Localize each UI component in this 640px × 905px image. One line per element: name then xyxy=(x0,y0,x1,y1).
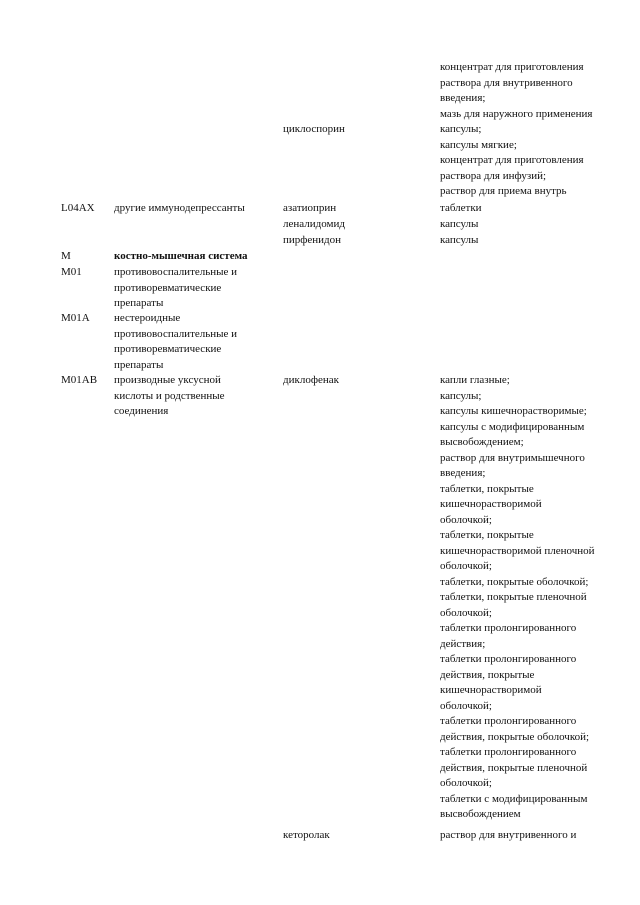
dosage-form: раствор для приема внутрь xyxy=(440,185,567,197)
atc-group xyxy=(114,201,274,217)
atc-group xyxy=(114,311,274,373)
dosage-form: раствор для внутримышечного xyxy=(440,451,585,464)
dosage-form: раствора для внутривенного xyxy=(440,76,573,89)
dosage-form: таблетки пролонгированного xyxy=(440,653,577,665)
atc-group-line: другие иммунодепрессанты xyxy=(114,202,245,214)
atc-group-line: противоревматические xyxy=(114,343,222,355)
dosage-form: кишечнорастворимой xyxy=(440,684,542,696)
dosage-form: таблетки пролонгированного xyxy=(440,715,577,727)
atc-group xyxy=(114,265,274,312)
dosage-form: таблетки, покрытые пленочной xyxy=(440,591,587,603)
atc-group-line: противовоспалительные и xyxy=(114,327,238,340)
dosage-form: оболочкой; xyxy=(440,560,492,572)
atc-group-line: производные уксусной xyxy=(114,374,221,386)
drug-name: пирфенидон xyxy=(283,234,342,246)
atc-group-line: противовоспалительные и xyxy=(114,266,238,278)
dosage-form: высвобождением; xyxy=(440,436,524,448)
dosage-form: капсулы кишечнорастворимые; xyxy=(440,405,587,417)
dosage-form: таблетки, покрытые оболочкой; xyxy=(440,575,589,588)
dosage-form: введения; xyxy=(440,467,486,479)
atc-group-line: соединения xyxy=(114,405,169,417)
atc-group-line: препараты xyxy=(114,297,164,309)
dosage-forms xyxy=(440,122,620,200)
dosage-form: таблетки, покрытые xyxy=(440,529,534,541)
dosage-forms xyxy=(440,201,620,217)
dosage-form: таблетки xyxy=(440,202,482,214)
dosage-form: оболочкой; xyxy=(440,513,492,526)
dosage-form: капсулы xyxy=(440,218,479,230)
dosage-forms xyxy=(440,217,620,233)
drug-name: диклофенак xyxy=(283,374,339,386)
dosage-form: действия, покрытые xyxy=(440,668,535,681)
atc-code: M01AB xyxy=(61,374,98,386)
dosage-form: действия, покрытые оболочкой; xyxy=(440,730,590,743)
dosage-form: высвобождением xyxy=(440,808,521,820)
dosage-form: оболочкой; xyxy=(440,606,492,619)
dosage-forms xyxy=(440,60,620,122)
drug-name: циклоспорин xyxy=(283,123,345,135)
drug-name: азатиоприн xyxy=(283,202,337,214)
dosage-forms xyxy=(440,233,620,249)
dosage-form: таблетки, покрытые xyxy=(440,482,534,495)
dosage-form: капсулы; xyxy=(440,123,482,135)
dosage-form: капсулы xyxy=(440,234,479,246)
dosage-form: таблетки пролонгированного xyxy=(440,622,577,634)
atc-code: M01A xyxy=(61,312,90,324)
dosage-form: действия; xyxy=(440,637,486,650)
dosage-form: капсулы с модифицированным xyxy=(440,420,585,433)
dosage-form: раствора для инфузий; xyxy=(440,169,547,182)
dosage-form: концентрат для приготовления xyxy=(440,61,584,73)
dosage-form: мазь для наружного применения xyxy=(440,107,593,120)
drug-name: леналидомид xyxy=(283,218,345,230)
dosage-form: действия, покрытые пленочной xyxy=(440,761,588,774)
atc-group xyxy=(114,373,274,420)
dosage-form: кишечнорастворимой xyxy=(440,498,542,510)
dosage-form: концентрат для приготовления xyxy=(440,154,584,166)
dosage-form: таблетки пролонгированного xyxy=(440,746,577,758)
dosage-forms xyxy=(440,373,620,823)
atc-group-line: кислоты и родственные xyxy=(114,389,225,402)
atc-group-line: нестероидные xyxy=(114,312,181,324)
atc-group-line: противоревматические xyxy=(114,281,222,294)
dosage-form: оболочкой; xyxy=(440,699,492,712)
dosage-form: капли глазные; xyxy=(440,374,510,386)
atc-code: M xyxy=(61,250,71,262)
dosage-form: кишечнорастворимой пленочной xyxy=(440,544,595,557)
atc-group-line: препараты xyxy=(114,358,164,371)
dosage-form: раствор для внутривенного и xyxy=(440,829,577,841)
atc-group-line: костно-мышечная система xyxy=(114,250,248,262)
atc-group xyxy=(114,249,274,265)
dosage-form: капсулы мягкие; xyxy=(440,138,517,151)
dosage-forms xyxy=(440,828,620,844)
atc-code: L04AX xyxy=(61,202,95,214)
drug-name: кеторолак xyxy=(283,829,330,841)
dosage-form: таблетки с модифицированным xyxy=(440,792,588,805)
dosage-form: капсулы; xyxy=(440,389,482,402)
dosage-form: введения; xyxy=(440,92,486,104)
atc-code: M01 xyxy=(61,266,82,278)
dosage-form: оболочкой; xyxy=(440,777,492,789)
